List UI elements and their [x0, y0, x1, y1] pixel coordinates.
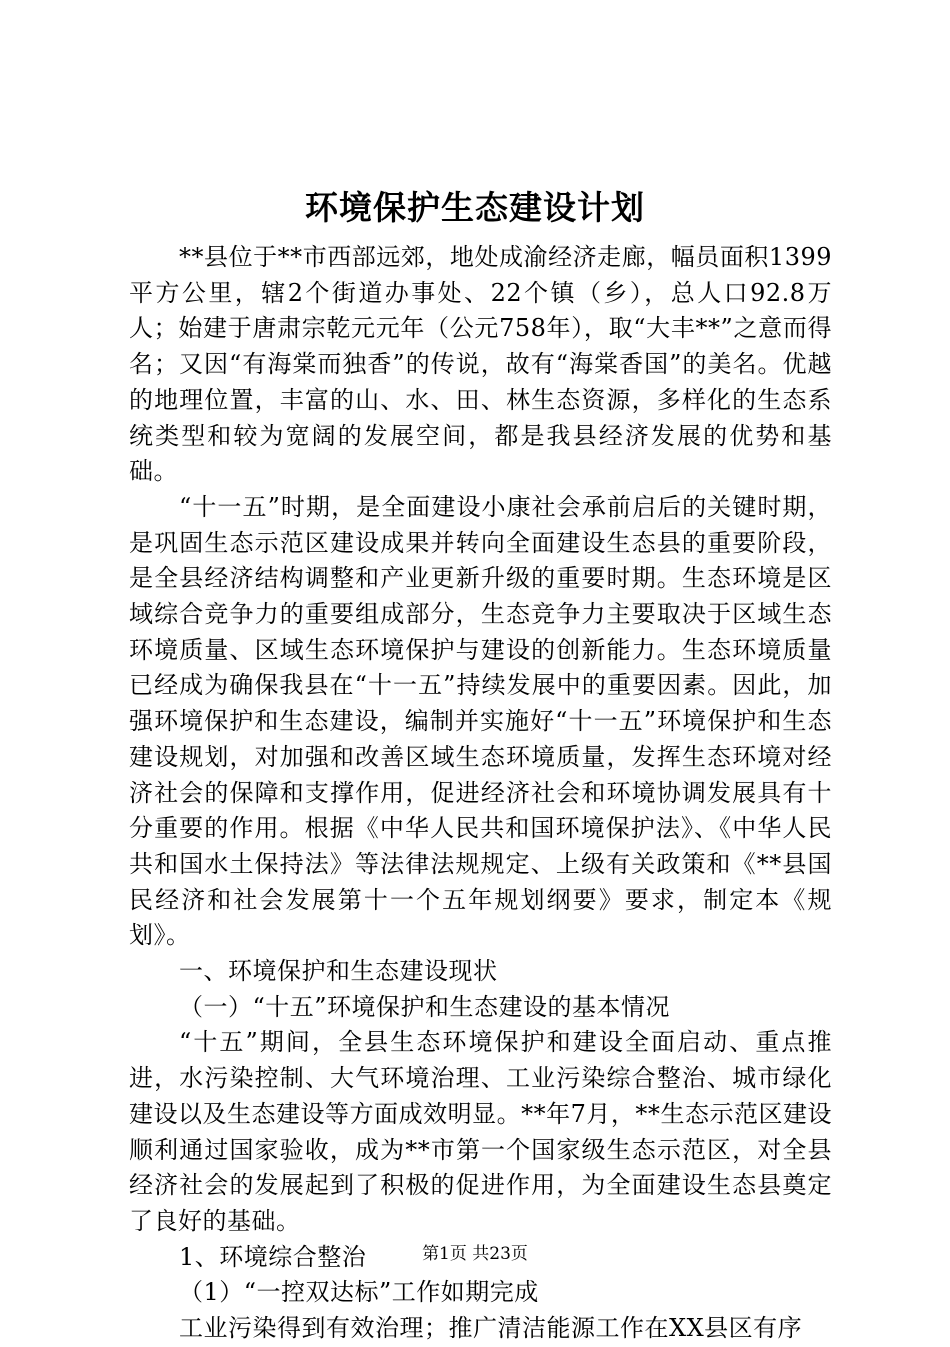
page-footer: 第1页 共23页 [422, 1244, 528, 1264]
paragraph-eleventh-five-year: “十一五”时期，是全面建设小康社会承前启后的关键时期，是巩固生态示范区建设成果并转向全面建设生态县的重要阶段，是全县经济结构调整和产业更新升级的重要时期。生态环境是区域综合竞争力的重要组成部分，生态竞争力主要取决于区域生态环境质量、区域生态环境保护与建设的创新能力。生态环境质量已经成为确保我县在“十一五”持续发展中的重要因素。因此，加强环境保护和生态建设，编制并实施好“十一五”环境保护和生态建设规划，对加强和改善区域生态环境质量，发挥生态环境对经济社会的保障和支撑作用，促进经济社会和环境协调发展具有十分重要的作用。根据《中华人民共和国环境保护法》、《中华人民共和国水土保持法》等法律法规规定、上级有关政策和《**县国民经济和社会发展第十一个五年规划纲要》要求，制定本《规划》。 [129, 492, 832, 950]
section-heading-1: 一、环境保护和生态建设现状 [179, 957, 498, 986]
subsection-heading-1: （一）“十五”环境保护和生态建设的基本情况 [179, 992, 671, 1021]
paragraph-industrial-pollution: 工业污染得到有效治理；推广清洁能源工作在XX县区有序 [179, 1314, 803, 1343]
document-body [129, 240, 832, 1347]
item-subheading-1: （1）“一控双达标”工作如期完成 [179, 1278, 539, 1307]
paragraph-tenth-five-year: “十五”期间，全县生态环境保护和建设全面启动、重点推进，水污染控制、大气环境治理、工业污染综合整治、城市绿化建设以及生态建设等方面成效明显。**年7月，**生态示范区建设顺利通过国家验收，成为**市第一个国家级生态示范区，对全县经济社会的发展起到了积极的促进作用，为全面建设生态县奠定了良好的基础。 [129, 1028, 832, 1235]
item-heading-1: 1、环境综合整治 [179, 1242, 367, 1271]
document-title: 环境保护生态建设计划 [305, 188, 645, 227]
paragraph-intro: **县位于**市西部远郊，地处成渝经济走廊，幅员面积1399平方公里，辖2个街道办事处、22个镇（乡），总人口92.8万人；始建于唐肃宗乾元元年（公元758年），取“大丰**”之意而得名；又因“有海棠而独香”的传说，故有“海棠香国”的美名。优越的地理位置，丰富的山、水、田、林生态资源，多样化的生态系统类型和较为宽阔的发展空间，都是我县经济发展的优势和基础。 [129, 243, 832, 486]
